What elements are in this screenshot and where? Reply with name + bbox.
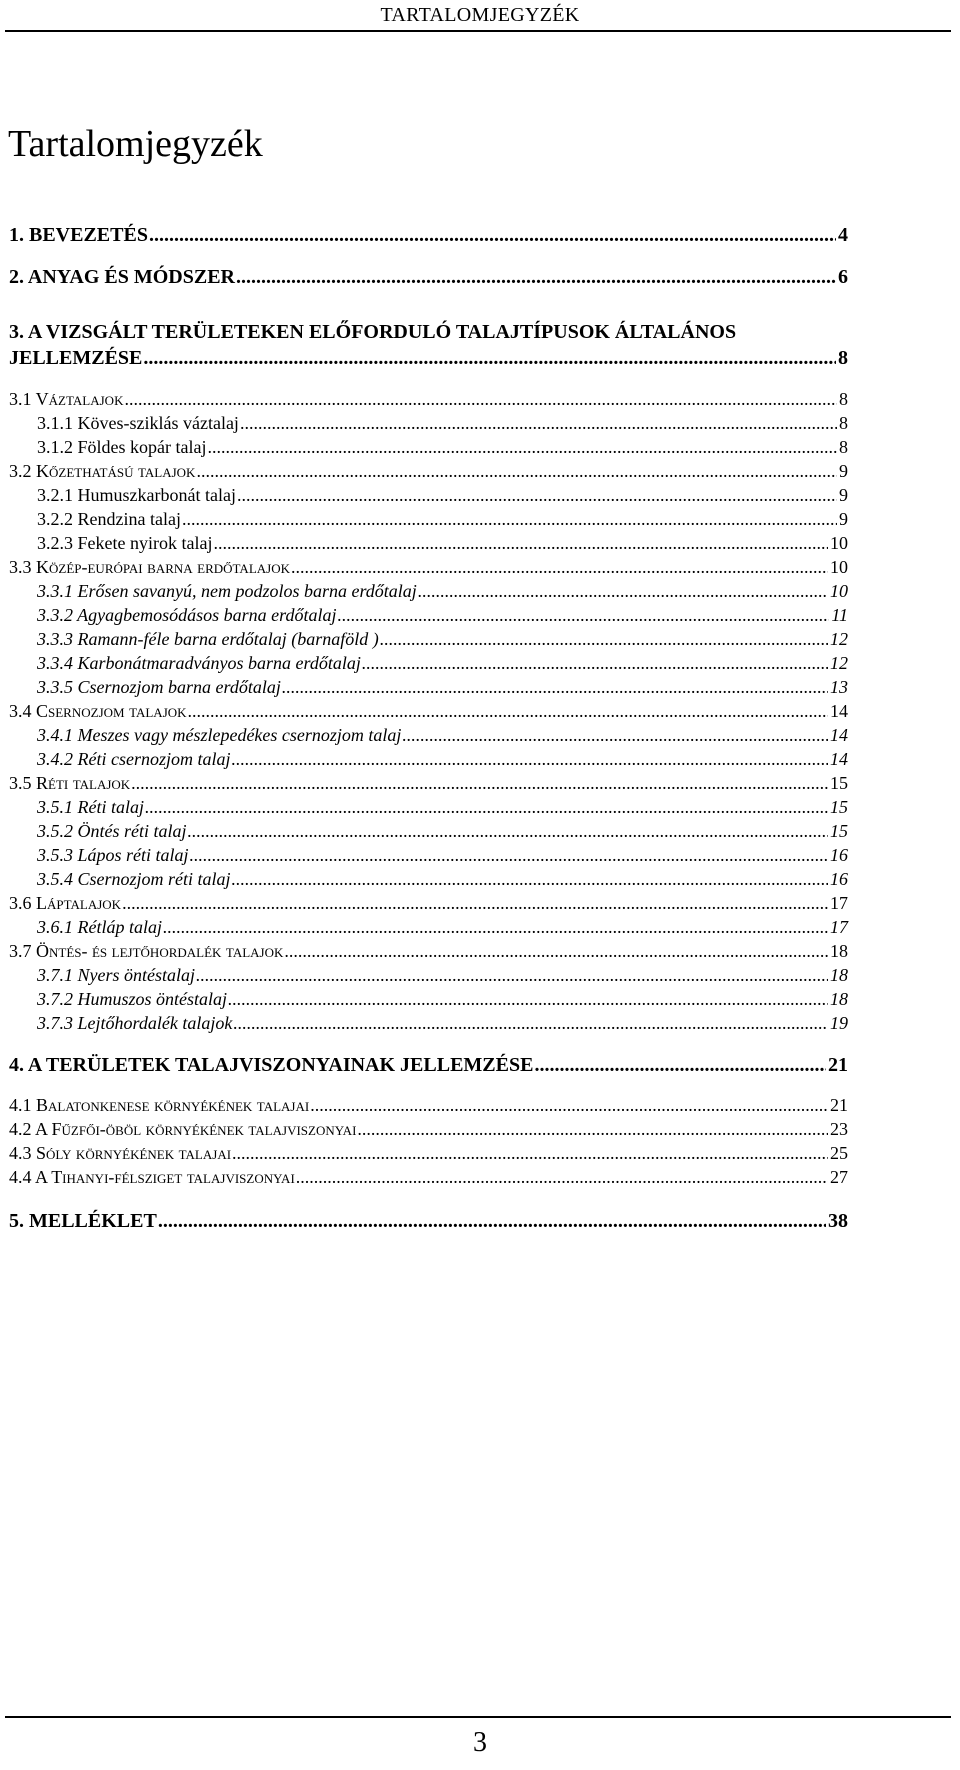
toc-entry-label: 3.5.4 Csernozjom réti talaj bbox=[37, 869, 231, 889]
toc-entry-page: 6 bbox=[838, 266, 848, 288]
toc-entry[interactable] bbox=[37, 629, 848, 655]
toc-entry-page: 8 bbox=[839, 413, 848, 433]
toc-entry[interactable] bbox=[37, 917, 848, 943]
toc-entry-page: 14 bbox=[830, 701, 848, 721]
toc-entry[interactable] bbox=[37, 821, 848, 847]
toc-entry-page: 23 bbox=[830, 1119, 848, 1139]
toc-entry[interactable] bbox=[37, 1013, 848, 1039]
header-rule bbox=[5, 30, 951, 32]
toc-entry-page: 8 bbox=[838, 347, 848, 369]
toc-entry-label: 1. BEVEZETÉS bbox=[9, 224, 148, 246]
toc-entry[interactable] bbox=[9, 1095, 848, 1121]
toc-entry-page: 9 bbox=[839, 485, 848, 505]
toc-entry-page: 4 bbox=[838, 224, 848, 246]
toc-entry[interactable] bbox=[37, 989, 848, 1015]
toc-entry-page: 18 bbox=[830, 965, 848, 985]
toc-leader-dots bbox=[188, 821, 829, 842]
toc-leader-dots bbox=[124, 389, 837, 410]
toc-entry[interactable] bbox=[37, 413, 848, 439]
toc-entry[interactable] bbox=[37, 677, 848, 703]
toc-entry-page: 16 bbox=[830, 845, 848, 865]
toc-entry[interactable] bbox=[37, 725, 848, 751]
toc-entry-page: 15 bbox=[830, 773, 848, 793]
toc-entry-page: 18 bbox=[830, 989, 848, 1009]
toc-entry-page: 13 bbox=[830, 677, 848, 697]
toc-entry-label: 3.5.3 Lápos réti talaj bbox=[37, 845, 189, 865]
toc-leader-dots bbox=[291, 557, 828, 578]
toc-leader-dots bbox=[182, 509, 837, 530]
page-title: Tartalomjegyzék bbox=[8, 123, 263, 165]
toc-entry-label: 3.2.1 Humuszkarbonát talaj bbox=[37, 485, 236, 505]
toc-entry[interactable] bbox=[9, 321, 848, 347]
toc-leader-dots bbox=[188, 701, 828, 722]
toc-entry[interactable] bbox=[9, 1054, 848, 1080]
toc-entry-page: 10 bbox=[830, 533, 848, 553]
toc-entry-label: 3.7.3 Lejtőhordalék talajok bbox=[37, 1013, 233, 1033]
toc-entry[interactable] bbox=[9, 893, 848, 919]
toc-entry-page: 12 bbox=[830, 653, 848, 673]
toc-leader-dots bbox=[236, 266, 836, 289]
toc-entry-label: 2. ANYAG ÉS MÓDSZER bbox=[9, 266, 235, 288]
toc-entry[interactable] bbox=[9, 347, 848, 373]
toc-entry-label: 3.4.1 Meszes vagy mészlepedékes csernozjom talaj bbox=[37, 725, 402, 745]
toc-entry[interactable] bbox=[37, 797, 848, 823]
toc-leader-dots bbox=[240, 413, 837, 434]
toc-entry-label: 3.2.3 Fekete nyirok talaj bbox=[37, 533, 213, 553]
toc-entry-label: 5. MELLÉKLET bbox=[9, 1210, 157, 1232]
toc-entry[interactable] bbox=[9, 1210, 848, 1236]
toc-leader-dots bbox=[131, 773, 828, 794]
toc-leader-dots bbox=[237, 485, 837, 506]
toc-entry[interactable] bbox=[9, 1167, 848, 1193]
toc-leader-dots bbox=[196, 965, 828, 986]
toc-entry-page: 15 bbox=[830, 797, 848, 817]
toc-entry-page: 8 bbox=[839, 389, 848, 409]
toc-entry-label: 3.1 Váztalajok bbox=[9, 389, 124, 409]
toc-leader-dots bbox=[145, 797, 828, 818]
toc-entry-page: 18 bbox=[830, 941, 848, 961]
footer-rule bbox=[5, 1716, 951, 1718]
toc-leader-dots bbox=[232, 1143, 828, 1164]
toc-leader-dots bbox=[122, 893, 828, 914]
toc-entry-label: 3.1.2 Földes kopár talaj bbox=[37, 437, 207, 457]
toc-leader-dots bbox=[338, 605, 830, 626]
toc-entry-label: 4.3 Sóly környékének talajai bbox=[9, 1143, 232, 1163]
page-number: 3 bbox=[473, 1727, 487, 1758]
toc-leader-dots bbox=[163, 917, 828, 938]
toc-entry[interactable] bbox=[37, 509, 848, 535]
toc-entry-label: JELLEMZÉSE bbox=[9, 347, 143, 369]
toc-entry-label: 3.3.2 Agyagbemosódásos barna erdőtalaj bbox=[37, 605, 337, 625]
toc-entry-page: 16 bbox=[830, 869, 848, 889]
toc-entry-label: 3.5.2 Öntés réti talaj bbox=[37, 821, 187, 841]
toc-entry[interactable] bbox=[37, 653, 848, 679]
toc-leader-dots bbox=[233, 1013, 828, 1034]
toc-leader-dots bbox=[158, 1210, 826, 1233]
toc-entry[interactable] bbox=[9, 701, 848, 727]
toc-leader-dots bbox=[362, 653, 828, 674]
toc-entry-label: 4.4 A Tihanyi-félsziget talajviszonyai bbox=[9, 1167, 295, 1187]
toc-entry-page: 10 bbox=[830, 557, 848, 577]
toc-entry-page: 27 bbox=[830, 1167, 848, 1187]
toc-entry-label: 3.7.2 Humuszos öntéstalaj bbox=[37, 989, 228, 1009]
toc-entry-label: 3.3.4 Karbonátmaradványos barna erdőtalaj bbox=[37, 653, 361, 673]
toc-entry-label: 3.6.1 Rétláp talaj bbox=[37, 917, 162, 937]
toc-entry[interactable] bbox=[37, 965, 848, 991]
toc-entry[interactable] bbox=[9, 389, 848, 415]
toc-entry-page: 38 bbox=[828, 1210, 848, 1232]
toc-entry[interactable] bbox=[9, 1119, 848, 1145]
toc-entry-label: 3.5 Réti talajok bbox=[9, 773, 131, 793]
toc-entry-label: 4.2 A Fűzfői-öböl környékének talajviszonyai bbox=[9, 1119, 357, 1139]
toc-leader-dots bbox=[207, 437, 837, 458]
toc-entry-page: 21 bbox=[828, 1054, 848, 1076]
toc-entry[interactable] bbox=[9, 941, 848, 967]
toc-entry[interactable] bbox=[37, 605, 848, 631]
toc-leader-dots bbox=[284, 941, 828, 962]
toc-entry-label: 3.3.5 Csernozjom barna erdőtalaj bbox=[37, 677, 281, 697]
toc-entry-page: 10 bbox=[830, 581, 848, 601]
toc-entry[interactable] bbox=[37, 581, 848, 607]
toc-entry-label: 3. A VIZSGÁLT TERÜLETEKEN ELŐFORDULÓ TALAJTÍPUSOK ÁLTALÁNOS bbox=[9, 321, 737, 343]
toc-entry[interactable] bbox=[37, 533, 848, 559]
toc-entry-label: 3.3.3 Ramann-féle barna erdőtalaj (barnaföld ) bbox=[37, 629, 379, 649]
toc-entry-page: 19 bbox=[830, 1013, 848, 1033]
toc-entry[interactable] bbox=[37, 485, 848, 511]
toc-entry-page: 17 bbox=[830, 893, 848, 913]
toc-entry-page: 14 bbox=[830, 725, 848, 745]
toc-entry[interactable] bbox=[9, 266, 848, 292]
toc-entry-label: 3.2.2 Rendzina talaj bbox=[37, 509, 181, 529]
toc-leader-dots bbox=[143, 347, 836, 370]
toc-entry[interactable] bbox=[37, 869, 848, 895]
toc-entry-page: 9 bbox=[839, 461, 848, 481]
toc-leader-dots bbox=[190, 845, 828, 866]
toc-entry-label: 3.7 Öntés- és lejtőhordalék talajok bbox=[9, 941, 284, 961]
toc-entry-label: 3.3 Közép-európai barna erdőtalajok bbox=[9, 557, 290, 577]
toc-entry[interactable] bbox=[37, 749, 848, 775]
toc-entry-page: 9 bbox=[839, 509, 848, 529]
toc-leader-dots bbox=[380, 629, 828, 650]
toc-entry[interactable] bbox=[9, 461, 848, 487]
toc-entry[interactable] bbox=[9, 557, 848, 583]
toc-entry-label: 3.2 Kőzethatású talajok bbox=[9, 461, 196, 481]
toc-leader-dots bbox=[213, 533, 828, 554]
toc-entry-label: 3.7.1 Nyers öntéstalaj bbox=[37, 965, 195, 985]
toc-entry[interactable] bbox=[37, 845, 848, 871]
toc-leader-dots bbox=[282, 677, 828, 698]
toc-entry[interactable] bbox=[37, 437, 848, 463]
toc-entry[interactable] bbox=[9, 1143, 848, 1169]
toc-entry-page: 12 bbox=[830, 629, 848, 649]
toc-leader-dots bbox=[534, 1054, 826, 1077]
toc-entry-label: 3.5.1 Réti talaj bbox=[37, 797, 144, 817]
toc-entry-label: 3.6 Láptalajok bbox=[9, 893, 122, 913]
toc-leader-dots bbox=[231, 749, 828, 770]
toc-leader-dots bbox=[418, 581, 828, 602]
toc-entry[interactable] bbox=[9, 773, 848, 799]
toc-leader-dots bbox=[357, 1119, 828, 1140]
toc-leader-dots bbox=[310, 1095, 828, 1116]
toc-entry-label: 3.3.1 Erősen savanyú, nem podzolos barna erdőtalaj bbox=[37, 581, 417, 601]
toc-leader-dots bbox=[232, 869, 828, 890]
toc-entry-label: 4.1 Balatonkenese környékének talajai bbox=[9, 1095, 310, 1115]
toc-entry-label: 3.1.1 Köves-sziklás váztalaj bbox=[37, 413, 239, 433]
toc-entry-page: 14 bbox=[830, 749, 848, 769]
toc-leader-dots bbox=[402, 725, 828, 746]
toc-entry-label: 4. A TERÜLETEK TALAJVISZONYAINAK JELLEMZÉSE bbox=[9, 1054, 534, 1076]
toc-entry-page: 15 bbox=[830, 821, 848, 841]
toc-entry-page: 8 bbox=[839, 437, 848, 457]
toc-entry-label: 3.4.2 Réti csernozjom talaj bbox=[37, 749, 231, 769]
toc-leader-dots bbox=[149, 224, 836, 247]
toc-leader-dots bbox=[196, 461, 837, 482]
toc-leader-dots bbox=[296, 1167, 828, 1188]
toc-entry[interactable] bbox=[9, 224, 848, 250]
toc-entry-page: 21 bbox=[830, 1095, 848, 1115]
toc-leader-dots bbox=[228, 989, 828, 1010]
toc-entry-label: 3.4 Csernozjom talajok bbox=[9, 701, 187, 721]
toc-entry-page: 17 bbox=[830, 917, 848, 937]
running-header: TARTALOMJEGYZÉK bbox=[380, 4, 580, 26]
toc-entry-page: 25 bbox=[830, 1143, 848, 1163]
toc-entry-page: 11 bbox=[831, 605, 848, 625]
